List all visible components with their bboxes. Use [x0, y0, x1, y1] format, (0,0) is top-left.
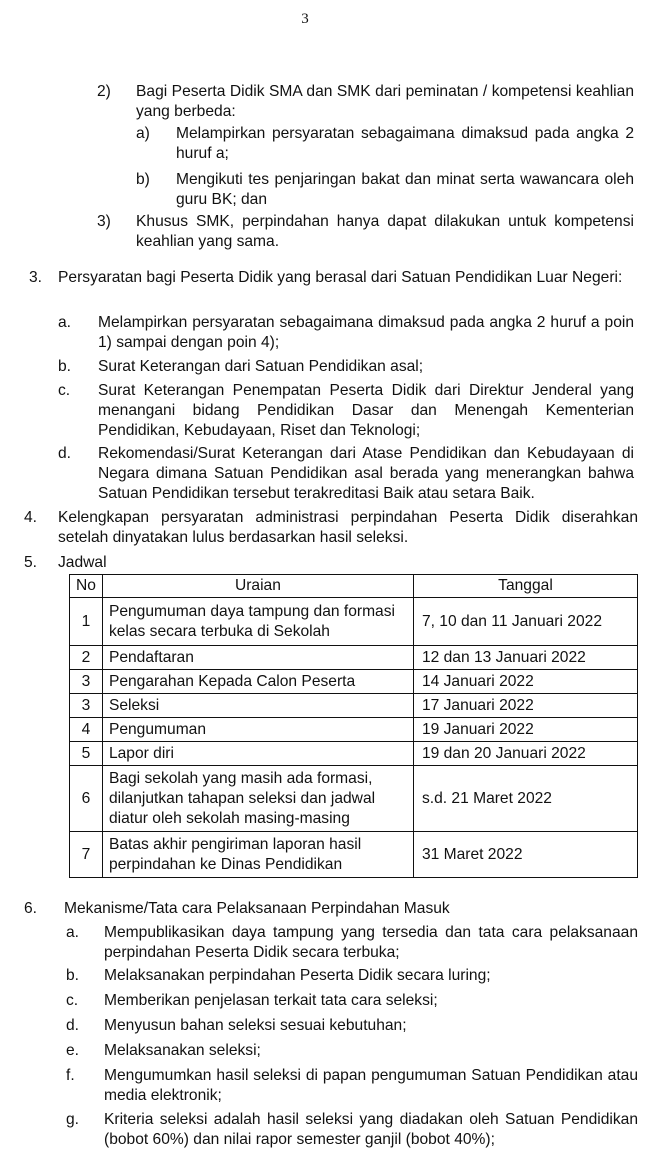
cell-uraian: Pendaftaran [102, 646, 413, 670]
cell-uraian: Pengarahan Kepada Calon Peserta [102, 670, 413, 694]
cell-no: 2 [70, 646, 103, 670]
cell-no: 4 [70, 718, 103, 742]
section-text: Mekanisme/Tata cara Pelaksanaan Perpindahan Masuk [64, 900, 450, 917]
cell-tanggal: s.d. 21 Maret 2022 [413, 766, 637, 832]
item-letter: a. [66, 924, 80, 941]
item-text: Mempublikasikan daya tampung yang tersedia dan tata cara pelaksanaan perpindahan Peserta Didik secara terbuka; [104, 924, 638, 961]
item-letter: a. [58, 314, 72, 331]
cell-no: 6 [70, 766, 103, 832]
section-number: 3. [29, 269, 43, 286]
item-letter: c. [66, 992, 79, 1009]
section-title: Jadwal [58, 554, 107, 571]
sub-item-number: 2) [97, 83, 111, 100]
item-letter: b. [66, 967, 80, 984]
table-row [70, 718, 638, 742]
cell-no: 1 [70, 598, 103, 646]
item-letter: b. [58, 358, 72, 375]
cell-no: 3 [70, 670, 103, 694]
sub-item-text: Melampirkan persyaratan sebagaimana dimaksud pada angka 2 huruf a; [176, 125, 634, 162]
item-letter: d. [66, 1017, 80, 1034]
section-number: 5. [24, 554, 38, 571]
item-letter: f. [66, 1067, 75, 1084]
sub-item-text: Bagi Peserta Didik SMA dan SMK dari peminatan / kompetensi keahlian yang berbeda: [136, 83, 634, 120]
cell-no: 5 [70, 742, 103, 766]
cell-uraian: Lapor diri [102, 742, 413, 766]
item-text: Mengumumkan hasil seleksi di papan pengumuman Satuan Pendidikan atau media elektronik; [104, 1067, 638, 1104]
table-row [70, 832, 638, 878]
item-letter: e. [66, 1042, 80, 1059]
item-text: Menyusun bahan seleksi sesuai kebutuhan; [104, 1017, 407, 1034]
item-text: Melaksanakan perpindahan Peserta Didik secara luring; [104, 967, 491, 984]
section-text: Persyaratan bagi Peserta Didik yang berasal dari Satuan Pendidikan Luar Negeri: [58, 269, 623, 286]
item-text: Melaksanakan seleksi; [104, 1042, 261, 1059]
section-number: 4. [24, 509, 38, 526]
cell-tanggal: 19 Januari 2022 [413, 718, 637, 742]
item-text: Melampirkan persyaratan sebagaimana dimaksud pada angka 2 huruf a poin 1) sampai dengan poin 4); [98, 314, 634, 351]
sub-item-text: Khusus SMK, perpindahan hanya dapat dilakukan untuk kompetensi keahlian yang sama. [136, 213, 634, 250]
table-row [70, 766, 638, 832]
item-text: Memberikan penjelasan terkait tata cara seleksi; [104, 992, 438, 1009]
column-header-uraian: Uraian [102, 575, 413, 598]
table-header-row [70, 575, 638, 598]
item-text: Kriteria seleksi adalah hasil seleksi yang diadakan oleh Satuan Pendidikan (bobot 60%) dan nilai rapor semester ganjil (bobot 40%); [104, 1111, 638, 1148]
page-number: 3 [301, 11, 309, 27]
item-letter: d. [58, 445, 72, 462]
table-row [70, 598, 638, 646]
item-text: Surat Keterangan dari Satuan Pendidikan asal; [98, 358, 424, 375]
cell-uraian: Pengumuman [102, 718, 413, 742]
item-letter: g. [66, 1111, 80, 1128]
column-header-tanggal: Tanggal [413, 575, 637, 598]
section-text: Kelengkapan persyaratan administrasi perpindahan Peserta Didik diserahkan setelah dinyatakan lulus berdasarkan hasil seleksi. [58, 509, 638, 546]
cell-no: 7 [70, 832, 103, 878]
item-text: Surat Keterangan Penempatan Peserta Didik dari Direktur Jenderal yang menangani bidang Pendidikan Dasar dan Menengah Kementerian Pendidikan, Kebudayaan, Riset dan Teknologi; [98, 382, 634, 439]
item-text: Rekomendasi/Surat Keterangan dari Atase Pendidikan dan Kebudayaan di Negara dimana Satuan Pendidikan asal berada yang menerangkan bahwa Satuan Pendidikan tersebut terakreditasi Baik atau setara Baik. [98, 445, 634, 502]
cell-uraian: Batas akhir pengiriman laporan hasil perpindahan ke Dinas Pendidikan [102, 832, 413, 878]
cell-tanggal: 7, 10 dan 11 Januari 2022 [413, 598, 637, 646]
table-row [70, 742, 638, 766]
cell-uraian: Bagi sekolah yang masih ada formasi, dilanjutkan tahapan seleksi dan jadwal diatur oleh sekolah masing-masing [102, 766, 413, 832]
cell-tanggal: 14 Januari 2022 [413, 670, 637, 694]
schedule-table [69, 574, 638, 878]
cell-no: 3 [70, 694, 103, 718]
table-row [70, 670, 638, 694]
cell-tanggal: 17 Januari 2022 [413, 694, 637, 718]
cell-tanggal: 31 Maret 2022 [413, 832, 637, 878]
sub-item-number: 3) [97, 213, 111, 230]
sub-item-letter: b) [136, 171, 150, 188]
cell-uraian: Seleksi [102, 694, 413, 718]
cell-tanggal: 12 dan 13 Januari 2022 [413, 646, 637, 670]
cell-uraian: Pengumuman daya tampung dan formasi kelas secara terbuka di Sekolah [102, 598, 413, 646]
sub-item-letter: a) [136, 125, 150, 142]
column-header-no: No [70, 575, 103, 598]
item-letter: c. [58, 382, 71, 399]
cell-tanggal: 19 dan 20 Januari 2022 [413, 742, 637, 766]
section-number: 6. [24, 900, 38, 917]
sub-item-text: Mengikuti tes penjaringan bakat dan minat serta wawancara oleh guru BK; dan [176, 171, 634, 208]
table-row [70, 694, 638, 718]
table-row [70, 646, 638, 670]
